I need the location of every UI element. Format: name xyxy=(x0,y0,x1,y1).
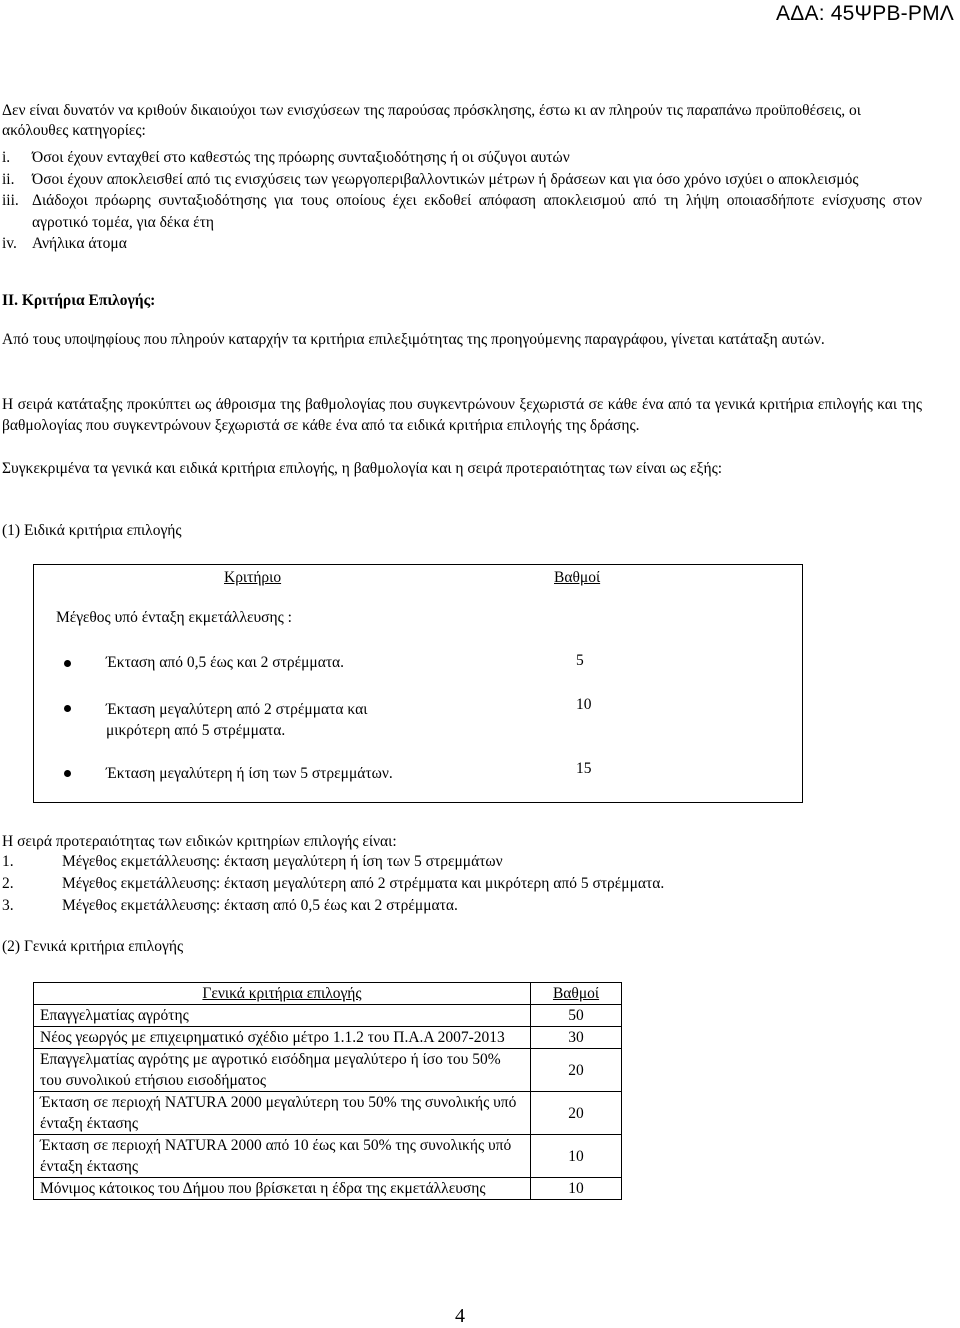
item-text: Όσοι έχουν αποκλεισθεί από τις ενισχύσεις των γεωργοπεριβαλλοντικών μέτρων ή δράσεων και για όσο χρόνο ισχύει ο αποκλεισμός xyxy=(32,170,859,188)
criterion-cell: Έκταση σε περιοχή NATURA 2000 από 10 έως και 50% της συνολικής υπό ένταξη έκτασης xyxy=(34,1135,531,1178)
bullet-icon xyxy=(64,770,71,777)
criterion-cell: Μόνιμος κάτοικος του Δήμου που βρίσκεται η έδρα της εκμετάλλευσης xyxy=(34,1178,531,1200)
list-item xyxy=(2,851,664,873)
exclusion-list xyxy=(2,147,922,255)
list-item xyxy=(2,190,922,233)
specific-criteria-title: (1) Ειδικά κριτήρια επιλογής xyxy=(2,522,182,539)
score-cell: 20 xyxy=(531,1049,622,1092)
item-number: i. xyxy=(2,149,11,166)
criterion-cell: Έκταση σε περιοχή NATURA 2000 μεγαλύτερη του 50% της συνολικής υπό ένταξη έκτασης xyxy=(34,1092,531,1135)
ada-code: ΑΔΑ: 45ΨΡΒ-ΡΜΛ xyxy=(776,2,954,25)
priority-list xyxy=(2,851,664,917)
size-label: Μέγεθος υπό ένταξη εκμετάλλευσης : xyxy=(56,609,292,626)
criterion-text: Έκταση μεγαλύτερη ή ίση των 5 στρεμμάτων. xyxy=(106,765,393,782)
score-cell: 10 xyxy=(531,1135,622,1178)
score-cell: 50 xyxy=(531,1005,622,1027)
paragraph: Συγκεκριμένα τα γενικά και ειδικά κριτήρια επιλογής, η βαθμολογία και η σειρά προτεραιότητας των είναι ως εξής: xyxy=(2,460,723,477)
item-text: Διάδοχοι πρόωρης συνταξιοδότησης για τους οποίους έχει εκδοθεί απόφαση αποκλεισμού από τη λήψη οποιασδήποτε ενίσχυσης στον αγροτικό τομέα, για δέκα έτη xyxy=(32,192,922,231)
item-text: Ανήλικα άτομα xyxy=(32,235,127,252)
table-row xyxy=(34,1049,622,1092)
score-cell: 20 xyxy=(531,1092,622,1135)
table-row xyxy=(34,1092,622,1135)
item-number: ii. xyxy=(2,170,15,188)
column-header-criterion: Κριτήριο xyxy=(224,569,282,586)
intro-paragraph: Δεν είναι δυνατόν να κριθούν δικαιούχοι των ενισχύσεων της παρούσας πρόσκλησης, έστω κι αν πληρούν τις παραπάνω προϋποθέσεις, οι ακόλουθες κατηγορίες: xyxy=(2,102,861,139)
item-number: 1. xyxy=(2,853,14,870)
bullet-icon xyxy=(64,705,71,712)
table-row xyxy=(34,1005,622,1027)
score-cell: 10 xyxy=(531,1178,622,1200)
page-number: 4 xyxy=(455,1305,465,1327)
table-row xyxy=(34,1135,622,1178)
list-item xyxy=(2,233,922,255)
criterion-score: 10 xyxy=(576,696,592,713)
priority-title: Η σειρά προτεραιότητας των ειδικών κριτηρίων επιλογής είναι: xyxy=(2,833,397,850)
paragraph: Από τους υποψηφίους που πληρούν καταρχήν τα κριτήρια επιλεξιμότητας της προηγούμενης παραγράφου, γίνεται κατάταξη αυτών. xyxy=(2,331,825,348)
list-item xyxy=(2,147,922,169)
item-text: Όσοι έχουν ενταχθεί στο καθεστώς της πρόωρης συνταξιοδότησης ή οι σύζυγοι αυτών xyxy=(32,149,570,166)
item-number: 2. xyxy=(2,875,14,892)
bullet-icon xyxy=(64,660,71,667)
column-header-score: Βαθμοί xyxy=(531,983,622,1005)
table-row xyxy=(34,1027,622,1049)
list-item xyxy=(2,169,922,191)
item-number: 3. xyxy=(2,897,14,914)
criterion-cell: Επαγγελματίας αγρότης xyxy=(34,1005,531,1027)
column-header-score: Βαθμοί xyxy=(554,569,601,586)
table-row xyxy=(34,1178,622,1200)
item-number: iii. xyxy=(2,192,19,209)
criterion-text: Έκταση μεγαλύτερη από 2 στρέμματα και xyxy=(106,701,368,718)
section-title: ΙΙ. Κριτήρια Επιλογής: xyxy=(2,292,156,309)
criterion-text: Έκταση από 0,5 έως και 2 στρέμματα. xyxy=(106,654,345,671)
table-header-row xyxy=(34,983,622,1005)
criterion-cell: Επαγγελματίας αγρότης με αγροτικό εισόδημα μεγαλύτερο ή ίσο του 50% του συνολικού ετήσιου εισοδήματος xyxy=(34,1049,531,1092)
item-text: Μέγεθος εκμετάλλευσης: έκταση από 0,5 έως και 2 στρέμματα. xyxy=(62,897,458,914)
item-text: Μέγεθος εκμετάλλευσης: έκταση μεγαλύτερη ή ίση των 5 στρεμμάτων xyxy=(62,853,503,870)
specific-criteria-table xyxy=(33,564,803,803)
criterion-cell: Νέος γεωργός με επιχειρηματικό σχέδιο μέτρο 1.1.2 του Π.Α.Α 2007-2013 xyxy=(34,1027,531,1049)
paragraph: Η σειρά κατάταξης προκύπτει ως άθροισμα της βαθμολογίας που συγκεντρώνουν ξεχωριστά σε κάθε ένα από τα γενικά κριτήρια επιλογής και της βαθμολογίας που συγκεντρώνουν ξεχωριστά σε κάθε ένα από τα ειδικά κριτήρια επιλογής της δράσης. xyxy=(2,396,922,434)
column-header-criterion: Γενικά κριτήρια επιλογής xyxy=(34,983,531,1005)
list-item xyxy=(2,895,664,917)
criterion-score: 5 xyxy=(576,652,584,669)
score-cell: 30 xyxy=(531,1027,622,1049)
item-text: Μέγεθος εκμετάλλευσης: έκταση μεγαλύτερη από 2 στρέμματα και μικρότερη από 5 στρέμματα. xyxy=(62,875,665,892)
list-item xyxy=(2,873,664,895)
criterion-text: μικρότερη από 5 στρέμματα. xyxy=(106,722,286,739)
item-number: iv. xyxy=(2,235,17,252)
general-criteria-title: (2) Γενικά κριτήρια επιλογής xyxy=(2,938,184,955)
general-criteria-table xyxy=(33,982,622,1200)
criterion-score: 15 xyxy=(576,760,592,777)
